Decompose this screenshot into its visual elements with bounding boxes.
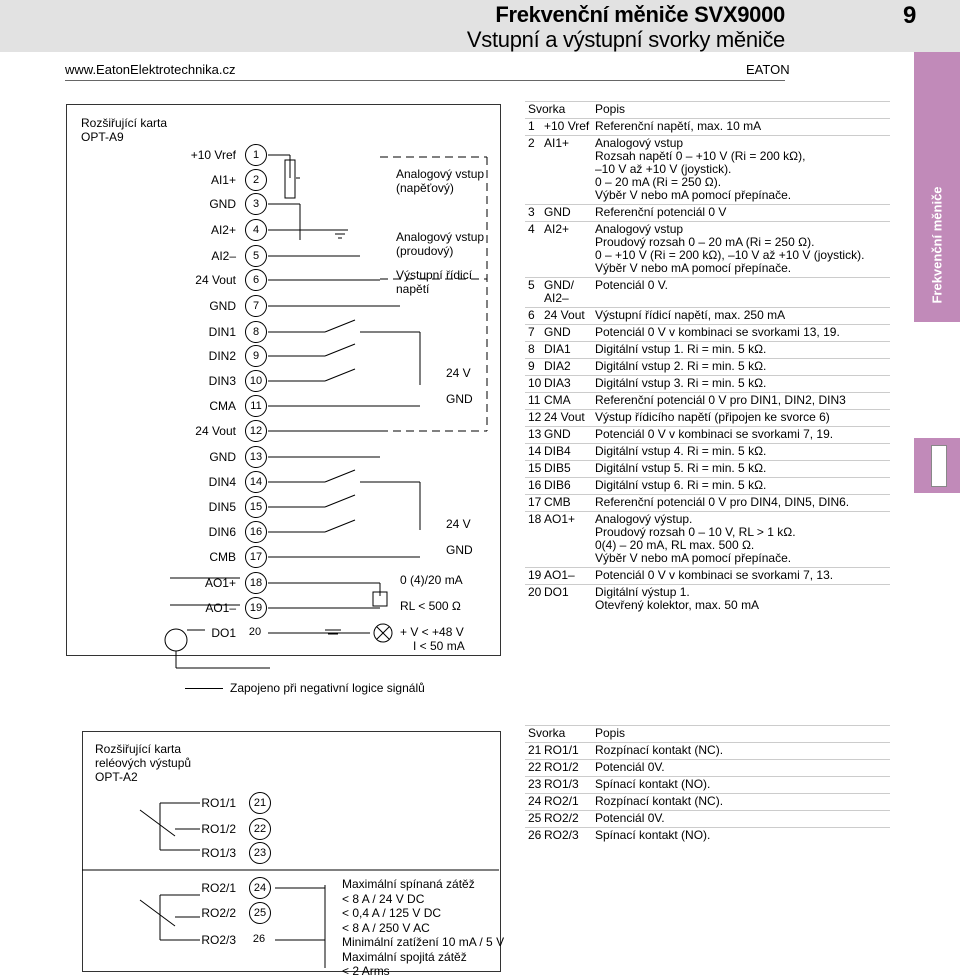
relay-terminal-label: RO2/1	[201, 881, 236, 895]
relay-terminal-label: RO2/2	[201, 906, 236, 920]
description-line: Potenciál 0V.	[595, 760, 665, 774]
description-cell	[595, 828, 890, 845]
table-header-terminal: Svorka	[525, 102, 595, 119]
relay-terminal-label: RO1/3	[201, 846, 236, 860]
terminal-name-cell: RO1/1	[544, 743, 595, 760]
terminal-num-cell: 3	[525, 205, 544, 222]
terminal-num-cell: 14	[525, 444, 544, 461]
description-line: Rozpínací kontakt (NC).	[595, 794, 724, 808]
terminal-num-cell: 16	[525, 478, 544, 495]
terminal-number: 10	[245, 370, 267, 392]
description-line: Výstup řídicího napětí (připojen ke svorce 6)	[595, 410, 830, 424]
terminal-label: DIN3	[208, 374, 236, 388]
terminal-num-cell: 24	[525, 794, 544, 811]
load-note-line: Maximální spojitá zátěž	[342, 949, 467, 964]
description-cell	[595, 794, 890, 811]
table-header-description: Popis	[595, 726, 890, 743]
supply-24v-label-b: 24 V	[446, 517, 471, 531]
opt-a2-title-line1: Rozšiřující karta	[95, 742, 182, 756]
table-header-description: Popis	[595, 102, 890, 119]
analog-voltage-label-2: (napěťový)	[396, 181, 454, 195]
terminal-num-cell: 7	[525, 325, 544, 342]
terminal-number: 4	[245, 219, 267, 241]
side-tab-label: Frekvenční měniče	[929, 186, 945, 304]
terminal-number: 5	[245, 245, 267, 267]
terminal-number: 9	[245, 345, 267, 367]
page-number: 9	[903, 2, 917, 29]
description-line: Výběr V nebo mA pomocí přepínače.	[595, 261, 792, 275]
description-line: Rozsah napětí 0 – +10 V (Ri = 200 kΩ),	[595, 149, 806, 163]
description-line: Digitální vstup 3. Ri = min. 5 kΩ.	[595, 376, 767, 390]
table-row	[525, 794, 890, 811]
table-row	[525, 828, 890, 845]
analog-voltage-label-1: Analogový vstup	[396, 167, 485, 181]
terminal-name-cell: AO1+	[544, 512, 595, 568]
terminal-name-cell: GND	[544, 325, 595, 342]
terminal-name-cell: GND	[544, 427, 595, 444]
terminal-label: 24 Vout	[195, 424, 236, 438]
terminal-label: +10 Vref	[190, 148, 236, 162]
brand-name: EATON	[746, 62, 790, 77]
description-line: Spínací kontakt (NO).	[595, 777, 711, 791]
terminal-label: GND	[209, 450, 236, 464]
description-line: Digitální vstup 6. Ri = min. 5 kΩ.	[595, 478, 767, 492]
terminal-num-cell: 19	[525, 568, 544, 585]
terminal-number: 6	[245, 269, 267, 291]
terminal-number: 13	[245, 446, 267, 468]
description-line: Digitální výstup 1.	[595, 585, 690, 599]
control-voltage-label-1: Výstupní řídicí	[396, 268, 473, 282]
description-line: Výstupní řídicí napětí, max. 250 mA	[595, 308, 786, 322]
terminal-number: 17	[245, 546, 267, 568]
gnd-label-a: GND	[446, 392, 473, 406]
terminal-number: 19	[245, 597, 267, 619]
terminal-label: DO1	[211, 626, 236, 640]
terminal-label: GND	[209, 299, 236, 313]
do-voltage-label: + V < +48 V	[400, 625, 464, 639]
terminal-num-cell: 26	[525, 828, 544, 845]
description-line: Proudový rozsah 0 – 10 V, RL > 1 kΩ.	[595, 525, 796, 539]
table-row	[525, 777, 890, 794]
description-line: Digitální vstup 2. Ri = min. 5 kΩ.	[595, 359, 767, 373]
terminal-name-cell: RO1/3	[544, 777, 595, 794]
description-line: 0(4) – 20 mA, RL max. 500 Ω.	[595, 538, 755, 552]
description-line: Potenciál 0 V v kombinaci se svorkami 13, 19.	[595, 325, 840, 339]
terminal-name-cell: DIB4	[544, 444, 595, 461]
description-line: Potenciál 0 V v kombinaci se svorkami 7, 13.	[595, 568, 834, 582]
terminal-name-cell: DIA1	[544, 342, 595, 359]
description-line: 0 – 20 mA (Ri = 250 Ω).	[595, 175, 722, 189]
terminal-label: 24 Vout	[195, 273, 236, 287]
terminal-number: 8	[245, 321, 267, 343]
terminal-num-cell: 9	[525, 359, 544, 376]
do-current-label: I < 50 mA	[413, 639, 465, 653]
terminal-num-cell: 2	[525, 136, 544, 205]
terminal-number: 15	[245, 496, 267, 518]
opt-a2-title-line2: reléových výstupů	[95, 756, 192, 770]
load-note-line: Maximální spínaná zátěž	[342, 877, 475, 891]
terminal-num-cell: 22	[525, 760, 544, 777]
analog-current-label-1: Analogový vstup	[396, 230, 485, 244]
load-note-line: Minimální zatížení 10 mA / 5 V	[342, 935, 505, 949]
description-line: Potenciál 0 V.	[595, 278, 668, 292]
terminal-number: 12	[245, 420, 267, 442]
terminal-num-cell: 6	[525, 308, 544, 325]
terminal-num-cell: 1	[525, 119, 544, 136]
terminal-label: CMA	[209, 399, 236, 413]
description-line: Potenciál 0 V v kombinaci se svorkami 7, 19.	[595, 427, 834, 441]
relay-terminal-number: 21	[249, 792, 271, 814]
terminal-name-cell: CMB	[544, 495, 595, 512]
opt-a9-title-line1: Rozšiřující karta	[81, 116, 168, 130]
terminal-name-cell: +10 Vref	[544, 119, 595, 136]
terminal-number: 2	[245, 169, 267, 191]
terminal-num-cell: 17	[525, 495, 544, 512]
terminal-name-cell: DIA2	[544, 359, 595, 376]
terminal-num-cell: 20	[525, 585, 544, 615]
terminal-label: AI2+	[210, 223, 236, 237]
legend-text: Zapojeno při negativní logice signálů	[230, 681, 425, 695]
terminal-label: AI2–	[211, 249, 236, 263]
description-line: Otevřený kolektor, max. 50 mA	[595, 598, 760, 612]
terminal-name-cell: 24 Vout	[544, 410, 595, 427]
terminal-name-cell: DO1	[544, 585, 595, 615]
description-line: Potenciál 0V.	[595, 811, 665, 825]
terminal-number: 18	[245, 572, 267, 594]
description-cell	[595, 760, 890, 777]
page-subtitle: Vstupní a výstupní svorky měniče	[466, 27, 785, 52]
relay-terminal-number: 24	[249, 877, 271, 899]
description-line: Digitální vstup 1. Ri = min. 5 kΩ.	[595, 342, 767, 356]
control-voltage-label-2: napětí	[396, 282, 430, 296]
description-line: Proudový rozsah 0 – 20 mA (Ri = 250 Ω).	[595, 235, 815, 249]
terminal-num-cell: 25	[525, 811, 544, 828]
terminal-name-cell: GND/ AI2–	[544, 278, 595, 308]
terminal-label: DIN4	[208, 475, 236, 489]
terminal-label: CMB	[209, 550, 236, 564]
terminal-num-cell: 13	[525, 427, 544, 444]
description-line: 0 – +10 V (Ri = 200 kΩ), –10 V až +10 V (joystick).	[595, 248, 865, 262]
description-line: –10 V až +10 V (joystick).	[595, 162, 732, 176]
description-cell	[595, 811, 890, 828]
terminal-number: 3	[245, 193, 267, 215]
relay-terminal-number: 26	[249, 929, 269, 949]
relay-terminal-label: RO1/2	[201, 822, 236, 836]
terminal-name-cell: DIB6	[544, 478, 595, 495]
website-link[interactable]: www.EatonElektrotechnika.cz	[65, 62, 236, 77]
description-line: Výběr V nebo mA pomocí přepínače.	[595, 188, 792, 202]
terminal-number: 16	[245, 521, 267, 543]
terminal-number: 1	[245, 144, 267, 166]
terminal-num-cell: 4	[525, 222, 544, 278]
description-line: Rozpínací kontakt (NC).	[595, 743, 724, 757]
table-header-terminal: Svorka	[525, 726, 595, 743]
terminal-name-cell: DIA3	[544, 376, 595, 393]
terminal-name-cell: RO2/3	[544, 828, 595, 845]
description-line: Analogový výstup.	[595, 512, 693, 526]
relay-terminal-number: 23	[249, 842, 271, 864]
terminal-name-cell: RO2/1	[544, 794, 595, 811]
terminal-name-cell: GND	[544, 205, 595, 222]
description-line: Spínací kontakt (NO).	[595, 828, 711, 842]
description-cell	[595, 743, 890, 760]
description-line: Analogový vstup	[595, 136, 684, 150]
ao-load-label: RL < 500 Ω	[400, 599, 461, 613]
terminal-number: 20	[245, 622, 265, 642]
terminal-label: AI1+	[210, 173, 236, 187]
terminal-label: DIN5	[208, 500, 236, 514]
load-note-line: < 8 A / 250 V AC	[342, 920, 430, 935]
analog-current-label-2: (proudový)	[396, 244, 454, 258]
terminal-num-cell: 11	[525, 393, 544, 410]
description-cell	[595, 777, 890, 794]
terminal-num-cell: 5	[525, 278, 544, 308]
opt-a9-title-line2: OPT-A9	[81, 130, 124, 144]
description-line: Digitální vstup 5. Ri = min. 5 kΩ.	[595, 461, 767, 475]
description-line: Výběr V nebo mA pomocí přepínače.	[595, 551, 792, 565]
terminal-name-cell: CMA	[544, 393, 595, 410]
supply-24v-label-a: 24 V	[446, 366, 471, 380]
terminal-name-cell: AI1+	[544, 136, 595, 205]
terminal-table-a2	[525, 725, 890, 844]
description-line: Referenční potenciál 0 V pro DIN1, DIN2, DIN3	[595, 393, 846, 407]
terminal-num-cell: 8	[525, 342, 544, 359]
terminal-label: AO1–	[205, 601, 236, 615]
terminal-num-cell: 23	[525, 777, 544, 794]
table-row	[525, 743, 890, 760]
description-line: Analogový vstup	[595, 222, 684, 236]
terminal-num-cell: 10	[525, 376, 544, 393]
description-line: Referenční napětí, max. 10 mA	[595, 119, 762, 133]
ao-range-label: 0 (4)/20 mA	[400, 573, 463, 587]
terminal-num-cell: 15	[525, 461, 544, 478]
description-line: Referenční potenciál 0 V	[595, 205, 727, 219]
terminal-name-cell: RO2/2	[544, 811, 595, 828]
load-note-line: < 8 A / 24 V DC	[342, 891, 425, 906]
gnd-label-b: GND	[446, 543, 473, 557]
terminal-num-cell: 18	[525, 512, 544, 568]
terminal-label: AO1+	[204, 576, 236, 590]
terminal-label: DIN1	[208, 325, 236, 339]
description-line: Referenční potenciál 0 V pro DIN4, DIN5, DIN6.	[595, 495, 850, 509]
terminal-name-cell: RO1/2	[544, 760, 595, 777]
terminal-num-cell: 12	[525, 410, 544, 427]
description-line: Digitální vstup 4. Ri = min. 5 kΩ.	[595, 444, 767, 458]
relay-terminal-label: RO2/3	[201, 933, 236, 947]
page-title: Frekvenční měniče SVX9000	[495, 2, 785, 27]
terminal-label: DIN6	[208, 525, 236, 539]
terminal-name-cell: DIB5	[544, 461, 595, 478]
terminal-label: DIN2	[208, 349, 236, 363]
terminal-name-cell: AO1–	[544, 568, 595, 585]
terminal-label: GND	[209, 197, 236, 211]
terminal-name-cell: 24 Vout	[544, 308, 595, 325]
terminal-number: 14	[245, 471, 267, 493]
load-note-line: < 0,4 A / 125 V DC	[342, 906, 442, 920]
relay-terminal-number: 25	[249, 902, 271, 924]
load-note-line: < 2 Arms	[342, 964, 390, 978]
terminal-name-cell: AI2+	[544, 222, 595, 278]
terminal-num-cell: 21	[525, 743, 544, 760]
opt-a2-title-line3: OPT-A2	[95, 770, 138, 784]
relay-terminal-number: 22	[249, 818, 271, 840]
terminal-number: 11	[245, 395, 267, 417]
terminal-number: 7	[245, 295, 267, 317]
table-row	[525, 811, 890, 828]
relay-terminal-label: RO1/1	[201, 796, 236, 810]
table-row	[525, 760, 890, 777]
